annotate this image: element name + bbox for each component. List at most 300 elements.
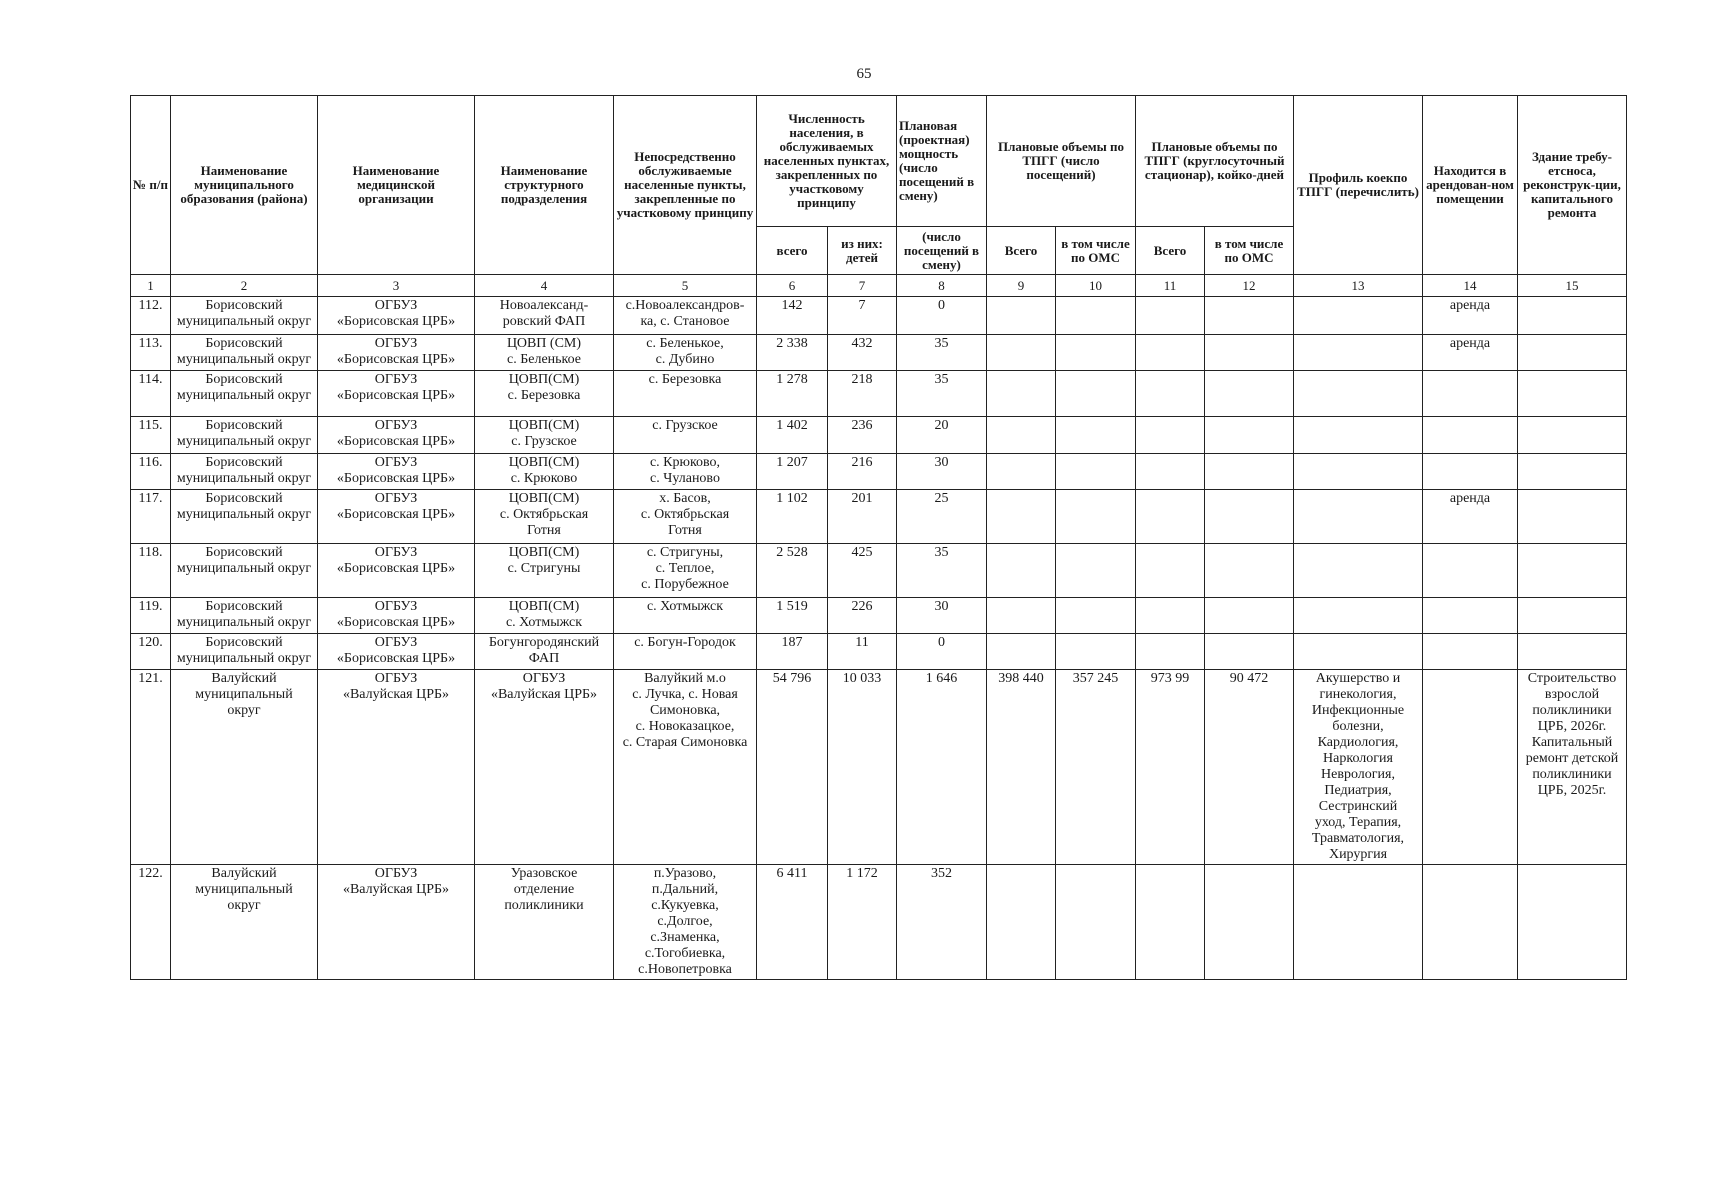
rented-cell: [1423, 634, 1518, 670]
rented-cell: [1423, 417, 1518, 454]
unit-cell: [475, 598, 614, 634]
district-cell-line: муниципальный округ: [176, 615, 312, 630]
organization-cell: [318, 371, 475, 417]
building-cell: [1518, 634, 1627, 670]
profile-cell: [1294, 865, 1423, 980]
building-cell-line: Капитальный: [1531, 735, 1613, 750]
header-beds-total: Всего: [1136, 227, 1205, 275]
header-building: Здание требу-етсноса, реконструк-ции, капитального ремонта: [1518, 96, 1627, 275]
visits-oms: [1056, 371, 1136, 417]
district-cell-line: муниципальный округ: [176, 434, 312, 449]
column-number: 4: [475, 275, 614, 297]
settlements-cell-line: с. Октябрьская: [640, 507, 730, 522]
header-visits-total: Всего: [987, 227, 1056, 275]
district-cell-line: Борисовский: [205, 491, 283, 506]
profile-cell-line: гинекология,: [1319, 687, 1397, 702]
district-cell: [171, 371, 318, 417]
unit-cell: [475, 865, 614, 980]
organization-cell-line: ОГБУЗ: [374, 671, 418, 686]
unit-cell-line: ЦОВП(СМ): [508, 599, 580, 614]
building-cell-line: ремонт детской: [1525, 751, 1619, 766]
header-number: № п/п: [131, 96, 171, 275]
row-number: 119.: [131, 598, 171, 634]
visits-total: [987, 598, 1056, 634]
row-number: 121.: [131, 670, 171, 865]
building-cell: [1518, 670, 1627, 865]
visits-total: [987, 371, 1056, 417]
unit-cell-line: с. Хотмыжск: [505, 615, 583, 630]
settlements-cell-line: с. Стригуны,: [646, 545, 724, 560]
visits-oms: 357 245: [1056, 670, 1136, 865]
beds-total: [1136, 865, 1205, 980]
beds-total: [1136, 454, 1205, 490]
header-rented: Находится в арендован-ном помещении: [1423, 96, 1518, 275]
beds-total: [1136, 417, 1205, 454]
unit-cell-line: ЦОВП(СМ): [508, 545, 580, 560]
capacity-cell: 30: [897, 454, 987, 490]
capacity-cell: 0: [897, 634, 987, 670]
header-row-top: [131, 96, 1627, 227]
district-cell: [171, 634, 318, 670]
row-number: 116.: [131, 454, 171, 490]
settlements-cell-line: с. Дубино: [655, 352, 715, 367]
visits-total: [987, 490, 1056, 544]
district-cell: [171, 454, 318, 490]
settlements-cell-line: х. Басов,: [659, 491, 711, 506]
population-children: 201: [828, 490, 897, 544]
organization-cell: [318, 454, 475, 490]
district-cell: [171, 417, 318, 454]
settlements-cell-line: с.Кукуевка,: [651, 898, 719, 913]
visits-oms: [1056, 598, 1136, 634]
rented-cell: аренда: [1423, 297, 1518, 335]
population-children: 425: [828, 544, 897, 598]
unit-cell: [475, 335, 614, 371]
district-cell: [171, 670, 318, 865]
capacity-cell: 1 646: [897, 670, 987, 865]
beds-oms: [1205, 598, 1294, 634]
district-cell-line: муниципальный: [195, 687, 293, 702]
building-cell: [1518, 598, 1627, 634]
district-cell: [171, 865, 318, 980]
table-row: [131, 634, 1627, 670]
profile-cell-line: Травматология,: [1311, 831, 1405, 846]
rented-cell: [1423, 598, 1518, 634]
population-total: 1 278: [757, 371, 828, 417]
row-number: 112.: [131, 297, 171, 335]
header-district: Наименование муниципального образования (района): [171, 96, 318, 275]
population-total: 1 519: [757, 598, 828, 634]
organization-cell-line: «Борисовская ЦРБ»: [336, 561, 456, 576]
population-children: 226: [828, 598, 897, 634]
header-beds-group: Плановые объемы по ТПГГ (круглосуточный стационар), койко-дней: [1136, 96, 1294, 227]
unit-cell-line: с. Березовка: [507, 388, 581, 403]
column-number: 7: [828, 275, 897, 297]
district-cell-line: Борисовский: [205, 336, 283, 351]
table-body: [131, 297, 1627, 980]
district-cell-line: муниципальный округ: [176, 471, 312, 486]
settlements-cell: [614, 490, 757, 544]
beds-oms: [1205, 454, 1294, 490]
beds-total: [1136, 490, 1205, 544]
capacity-cell: 352: [897, 865, 987, 980]
settlements-cell-line: с.Новопетровка: [638, 962, 732, 977]
unit-cell-line: Новоалександ-: [499, 298, 589, 313]
organization-cell-line: «Валуйская ЦРБ»: [342, 687, 450, 702]
beds-total: [1136, 634, 1205, 670]
population-children: 7: [828, 297, 897, 335]
organization-cell: [318, 297, 475, 335]
profile-cell-line: Кардиология,: [1317, 735, 1399, 750]
organization-cell-line: «Борисовская ЦРБ»: [336, 651, 456, 666]
header-organization: Наименование медицинской организации: [318, 96, 475, 275]
column-number: 10: [1056, 275, 1136, 297]
district-cell-line: муниципальный округ: [176, 507, 312, 522]
organization-cell-line: «Борисовская ЦРБ»: [336, 507, 456, 522]
beds-oms: [1205, 544, 1294, 598]
rented-cell: [1423, 865, 1518, 980]
building-cell-line: взрослой: [1544, 687, 1600, 702]
organization-cell-line: ОГБУЗ: [374, 298, 418, 313]
table-row: [131, 598, 1627, 634]
settlements-cell: [614, 865, 757, 980]
page-number: 65: [856, 66, 872, 82]
settlements-cell: [614, 634, 757, 670]
unit-cell-line: с. Стригуны: [507, 561, 581, 576]
district-cell-line: муниципальный округ: [176, 314, 312, 329]
capacity-cell: 0: [897, 297, 987, 335]
organization-cell-line: ОГБУЗ: [374, 866, 418, 881]
building-cell: [1518, 335, 1627, 371]
beds-oms: [1205, 297, 1294, 335]
district-cell-line: округ: [227, 703, 261, 718]
unit-cell-line: Готня: [527, 523, 561, 538]
organization-cell-line: «Борисовская ЦРБ»: [336, 434, 456, 449]
unit-cell-line: с. Крюково: [510, 471, 578, 486]
district-cell-line: муниципальный: [195, 882, 293, 897]
district-cell-line: Валуйский: [211, 866, 277, 881]
beds-total: [1136, 371, 1205, 417]
district-cell: [171, 335, 318, 371]
column-number: 5: [614, 275, 757, 297]
capacity-cell: 30: [897, 598, 987, 634]
header-unit: Наименование структурного подразделения: [475, 96, 614, 275]
settlements-cell-line: с. Теплое,: [655, 561, 715, 576]
district-cell-line: муниципальный округ: [176, 388, 312, 403]
capacity-cell: 20: [897, 417, 987, 454]
building-cell-line: поликлиники: [1532, 767, 1612, 782]
table-row: [131, 335, 1627, 371]
visits-total: [987, 417, 1056, 454]
beds-oms: [1205, 634, 1294, 670]
unit-cell: [475, 297, 614, 335]
column-number: 9: [987, 275, 1056, 297]
settlements-cell-line: с. Новоказацкое,: [635, 719, 735, 734]
building-cell-line: ЦРБ, 2026г.: [1537, 719, 1607, 734]
capacity-cell: 25: [897, 490, 987, 544]
district-cell: [171, 297, 318, 335]
unit-cell-line: ЦОВП (СМ): [506, 336, 582, 351]
population-total: 1 402: [757, 417, 828, 454]
settlements-cell-line: Симоновка,: [649, 703, 721, 718]
column-number: 8: [897, 275, 987, 297]
beds-oms: [1205, 490, 1294, 544]
population-total: 6 411: [757, 865, 828, 980]
visits-oms: [1056, 297, 1136, 335]
organization-cell-line: ОГБУЗ: [374, 372, 418, 387]
header-profile: Профиль коекпо ТПГГ (перечислить): [1294, 96, 1423, 275]
district-cell-line: Борисовский: [205, 545, 283, 560]
rented-cell: аренда: [1423, 490, 1518, 544]
profile-cell-line: Инфекционные: [1311, 703, 1405, 718]
rented-cell: [1423, 544, 1518, 598]
profile-cell-line: Сестринский: [1318, 799, 1398, 814]
profile-cell: [1294, 544, 1423, 598]
row-number: 118.: [131, 544, 171, 598]
organization-cell-line: ОГБУЗ: [374, 491, 418, 506]
unit-cell-line: Уразовское: [510, 866, 578, 881]
column-number: 15: [1518, 275, 1627, 297]
profile-cell: [1294, 454, 1423, 490]
population-children: 11: [828, 634, 897, 670]
header-population-group: Численность населения, в обслуживаемых населенных пунктах, закрепленных по участковому принципу: [757, 96, 897, 227]
header-visits-oms: в том числе по ОМС: [1056, 227, 1136, 275]
settlements-cell-line: с.Тогобиевка,: [644, 946, 726, 961]
district-cell-line: Борисовский: [205, 418, 283, 433]
settlements-cell-line: с. Грузское: [652, 418, 718, 433]
capacity-cell: 35: [897, 544, 987, 598]
district-cell: [171, 544, 318, 598]
population-total: 2 338: [757, 335, 828, 371]
settlements-cell-line: Готня: [668, 523, 702, 538]
table-row: [131, 490, 1627, 544]
unit-cell-line: с. Беленькое: [506, 352, 582, 367]
settlements-cell: [614, 371, 757, 417]
unit-cell-line: ЦОВП(СМ): [508, 372, 580, 387]
organization-cell: [318, 670, 475, 865]
building-cell: [1518, 417, 1627, 454]
building-cell-line: ЦРБ, 2025г.: [1537, 783, 1607, 798]
unit-cell-line: отделение: [513, 882, 575, 897]
profile-cell: [1294, 297, 1423, 335]
profile-cell-line: уход, Терапия,: [1314, 815, 1402, 830]
settlements-cell: [614, 670, 757, 865]
settlements-cell: [614, 335, 757, 371]
visits-oms: [1056, 865, 1136, 980]
district-cell: [171, 598, 318, 634]
population-total: 187: [757, 634, 828, 670]
header-capacity-unit: (число посещений в смену): [897, 227, 987, 275]
visits-total: [987, 454, 1056, 490]
settlements-cell: [614, 454, 757, 490]
beds-oms: [1205, 865, 1294, 980]
settlements-cell-line: с. Чуланово: [650, 471, 720, 486]
population-total: 54 796: [757, 670, 828, 865]
column-number-row: [131, 275, 1627, 297]
profile-cell-line: болезни,: [1332, 719, 1384, 734]
profile-cell: [1294, 598, 1423, 634]
settlements-cell-line: п.Уразово,: [653, 866, 717, 881]
capacity-cell: 35: [897, 335, 987, 371]
settlements-cell-line: с.Долгое,: [657, 914, 713, 929]
header-beds-oms: в том числе по ОМС: [1205, 227, 1294, 275]
header-capacity: Плановая (проектная) мощность (число посещений в смену): [897, 96, 987, 227]
unit-cell-line: «Валуйская ЦРБ»: [490, 687, 598, 702]
beds-total: 973 99: [1136, 670, 1205, 865]
organization-cell-line: «Борисовская ЦРБ»: [336, 314, 456, 329]
profile-cell: [1294, 371, 1423, 417]
visits-oms: [1056, 544, 1136, 598]
rented-cell: аренда: [1423, 335, 1518, 371]
visits-total: 398 440: [987, 670, 1056, 865]
organization-cell-line: «Борисовская ЦРБ»: [336, 388, 456, 403]
settlements-cell-line: с.Знаменка,: [650, 930, 720, 945]
header-visits-group: Плановые объемы по ТПГГ (число посещений): [987, 96, 1136, 227]
organization-cell-line: «Борисовская ЦРБ»: [336, 615, 456, 630]
unit-cell: [475, 417, 614, 454]
settlements-cell: [614, 417, 757, 454]
table-row: [131, 371, 1627, 417]
building-cell-line: поликлиники: [1532, 703, 1612, 718]
district-cell-line: Борисовский: [205, 599, 283, 614]
visits-oms: [1056, 490, 1136, 544]
capacity-cell: 35: [897, 371, 987, 417]
rented-cell: [1423, 670, 1518, 865]
profile-cell: [1294, 490, 1423, 544]
building-cell: [1518, 371, 1627, 417]
profile-cell: [1294, 417, 1423, 454]
visits-oms: [1056, 417, 1136, 454]
unit-cell: [475, 634, 614, 670]
unit-cell-line: ЦОВП(СМ): [508, 455, 580, 470]
settlements-cell-line: ка, с. Становое: [640, 314, 730, 329]
table-row: [131, 297, 1627, 335]
visits-oms: [1056, 634, 1136, 670]
organization-cell-line: ОГБУЗ: [374, 599, 418, 614]
unit-cell-line: ЦОВП(СМ): [508, 418, 580, 433]
district-cell-line: Борисовский: [205, 455, 283, 470]
organization-cell: [318, 865, 475, 980]
table-row: [131, 544, 1627, 598]
unit-cell-line: с. Грузское: [511, 434, 577, 449]
profile-cell-line: Наркология: [1323, 751, 1393, 766]
unit-cell-line: ОГБУЗ: [522, 671, 566, 686]
column-number: 6: [757, 275, 828, 297]
visits-total: [987, 335, 1056, 371]
beds-oms: [1205, 335, 1294, 371]
organization-cell-line: «Борисовская ЦРБ»: [336, 471, 456, 486]
header-population-total: всего: [757, 227, 828, 275]
settlements-cell-line: с. Крюково,: [649, 455, 721, 470]
settlements-cell-line: с. Старая Симоновка: [622, 735, 748, 750]
building-cell: [1518, 454, 1627, 490]
organization-cell: [318, 634, 475, 670]
organization-cell: [318, 490, 475, 544]
organization-cell-line: «Валуйская ЦРБ»: [342, 882, 450, 897]
district-cell-line: Валуйский: [211, 671, 277, 686]
profile-cell-line: Хирургия: [1328, 847, 1388, 862]
organization-cell-line: ОГБУЗ: [374, 545, 418, 560]
row-number: 114.: [131, 371, 171, 417]
profile-cell: [1294, 335, 1423, 371]
row-number: 115.: [131, 417, 171, 454]
unit-cell-line: Богунгородянский: [488, 635, 600, 650]
visits-oms: [1056, 335, 1136, 371]
district-cell-line: муниципальный округ: [176, 651, 312, 666]
population-children: 1 172: [828, 865, 897, 980]
row-number: 117.: [131, 490, 171, 544]
visits-total: [987, 634, 1056, 670]
organization-cell: [318, 417, 475, 454]
header-settlements: Непосредственно обслуживаемые населенные пункты, закрепленные по участковому принципу: [614, 96, 757, 275]
organization-cell-line: «Борисовская ЦРБ»: [336, 352, 456, 367]
beds-total: [1136, 297, 1205, 335]
organization-cell: [318, 544, 475, 598]
settlements-cell-line: с. Березовка: [648, 372, 722, 387]
district-cell-line: Борисовский: [205, 372, 283, 387]
column-number: 12: [1205, 275, 1294, 297]
beds-oms: [1205, 371, 1294, 417]
organization-cell: [318, 598, 475, 634]
population-children: 218: [828, 371, 897, 417]
row-number: 122.: [131, 865, 171, 980]
building-cell: [1518, 490, 1627, 544]
column-number: 13: [1294, 275, 1423, 297]
beds-total: [1136, 335, 1205, 371]
settlements-cell: [614, 297, 757, 335]
profile-cell-line: Акушерство и: [1315, 671, 1401, 686]
rented-cell: [1423, 371, 1518, 417]
beds-total: [1136, 598, 1205, 634]
settlements-cell-line: с.Новоалександров-: [625, 298, 745, 313]
population-total: 1 102: [757, 490, 828, 544]
building-cell: [1518, 544, 1627, 598]
unit-cell: [475, 454, 614, 490]
settlements-cell-line: с. Хотмыжск: [646, 599, 724, 614]
population-children: 10 033: [828, 670, 897, 865]
unit-cell-line: с. Октябрьская: [499, 507, 589, 522]
profile-cell-line: Неврология,: [1321, 767, 1395, 782]
beds-total: [1136, 544, 1205, 598]
district-cell-line: округ: [227, 898, 261, 913]
unit-cell: [475, 490, 614, 544]
unit-cell: [475, 371, 614, 417]
table-row: [131, 865, 1627, 980]
unit-cell-line: ровский ФАП: [502, 314, 586, 329]
column-number: 1: [131, 275, 171, 297]
visits-oms: [1056, 454, 1136, 490]
settlements-cell: [614, 598, 757, 634]
population-children: 432: [828, 335, 897, 371]
district-cell-line: Борисовский: [205, 635, 283, 650]
settlements-cell-line: с. Беленькое,: [646, 336, 724, 351]
rented-cell: [1423, 454, 1518, 490]
unit-cell-line: ФАП: [528, 651, 560, 666]
table-row: [131, 454, 1627, 490]
settlements-cell-line: Валуйкий м.о: [644, 671, 726, 686]
building-cell: [1518, 297, 1627, 335]
organization-cell: [318, 335, 475, 371]
organization-cell-line: ОГБУЗ: [374, 418, 418, 433]
row-number: 120.: [131, 634, 171, 670]
district-cell-line: Борисовский: [205, 298, 283, 313]
facilities-table: [130, 95, 1627, 980]
visits-total: [987, 297, 1056, 335]
table-row: [131, 417, 1627, 454]
column-number: 11: [1136, 275, 1205, 297]
visits-total: [987, 865, 1056, 980]
profile-cell-line: Педиатрия,: [1324, 783, 1392, 798]
